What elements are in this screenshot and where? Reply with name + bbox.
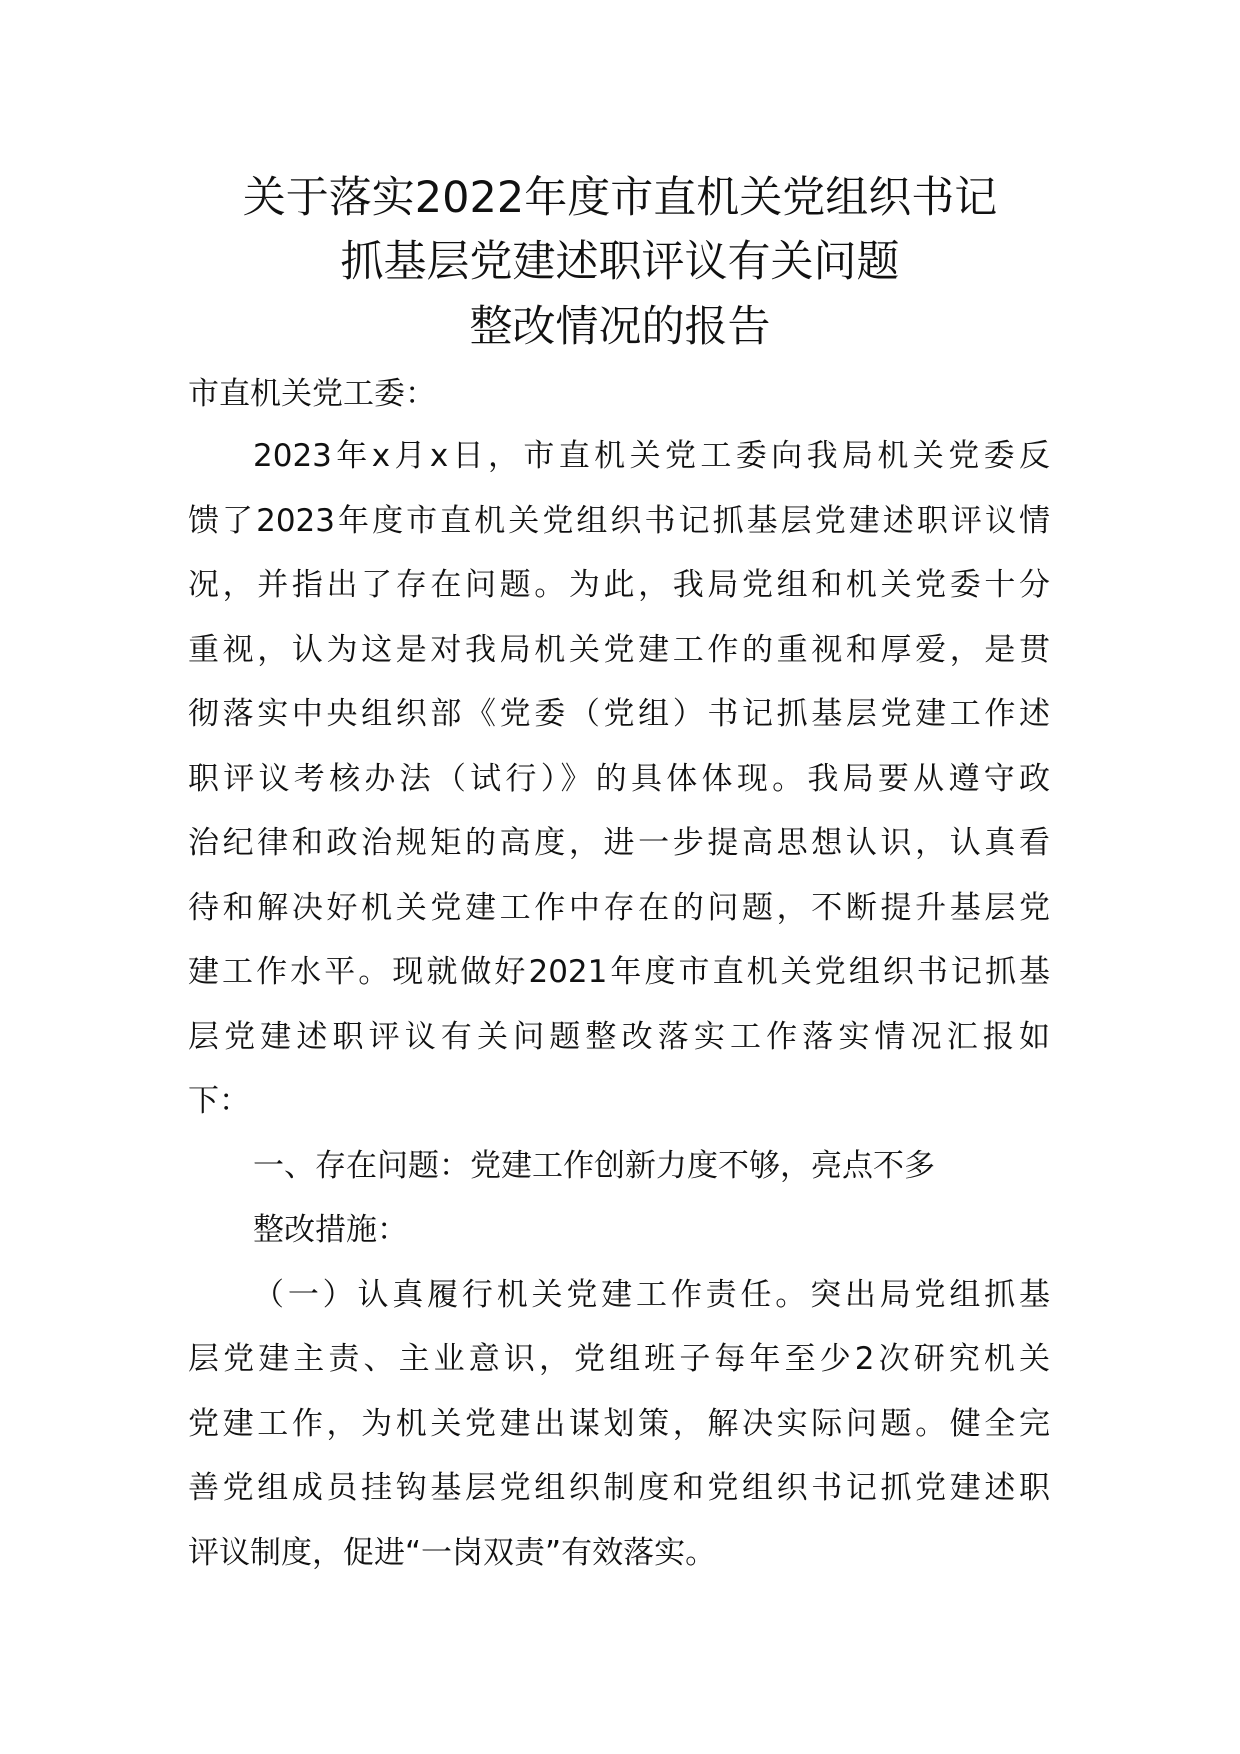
document-title-line-3: 整改情况的报告 bbox=[469, 302, 771, 352]
body-line: 职评议考核办法（试行）》的具体体现。我局要从遵守政 bbox=[188, 761, 1050, 797]
body-line: 党建工作，为机关党建出谋划策，解决实际问题。健全完 bbox=[188, 1406, 1050, 1442]
section-heading: 一、存在问题：党建工作创新力度不够，亮点不多 bbox=[253, 1148, 935, 1184]
body-line: 建工作水平。现就做好2021年度市直机关党组织书记抓基 bbox=[188, 954, 1050, 990]
body-line: 况，并指出了存在问题。为此，我局党组和机关党委十分 bbox=[188, 567, 1050, 603]
document-title-line-1: 关于落实2022年度市直机关党组织书记 bbox=[242, 173, 998, 223]
body-line: 下： bbox=[188, 1083, 250, 1119]
document-title-line-2: 抓基层党建述职评议有关问题 bbox=[340, 237, 900, 287]
body-line: 馈了2023年度市直机关党组织书记抓基层党建述职评议情 bbox=[188, 503, 1050, 539]
body-line: 2023年x月x日，市直机关党工委向我局机关党委反 bbox=[253, 438, 1050, 474]
body-line: 待和解决好机关党建工作中存在的问题，不断提升基层党 bbox=[188, 890, 1050, 926]
body-line: 层党建主责、主业意识，党组班子每年至少2次研究机关 bbox=[188, 1341, 1050, 1377]
body-line: 彻落实中央组织部《党委（党组）书记抓基层党建工作述 bbox=[188, 696, 1050, 732]
body-line: 治纪律和政治规矩的高度，进一步提高思想认识，认真看 bbox=[188, 825, 1050, 861]
salutation: 市直机关党工委： bbox=[188, 376, 436, 412]
body-line: 层党建述职评议有关问题整改落实工作落实情况汇报如 bbox=[188, 1019, 1050, 1055]
body-line: 重视，认为这是对我局机关党建工作的重视和厚爱，是贯 bbox=[188, 632, 1050, 668]
body-line: （一）认真履行机关党建工作责任。突出局党组抓基 bbox=[253, 1277, 1050, 1313]
body-line: 善党组成员挂钩基层党组织制度和党组织书记抓党建述职 bbox=[188, 1470, 1050, 1506]
subheading: 整改措施： bbox=[253, 1212, 408, 1248]
body-line: 评议制度，促进“一岗双责”有效落实。 bbox=[188, 1535, 717, 1571]
